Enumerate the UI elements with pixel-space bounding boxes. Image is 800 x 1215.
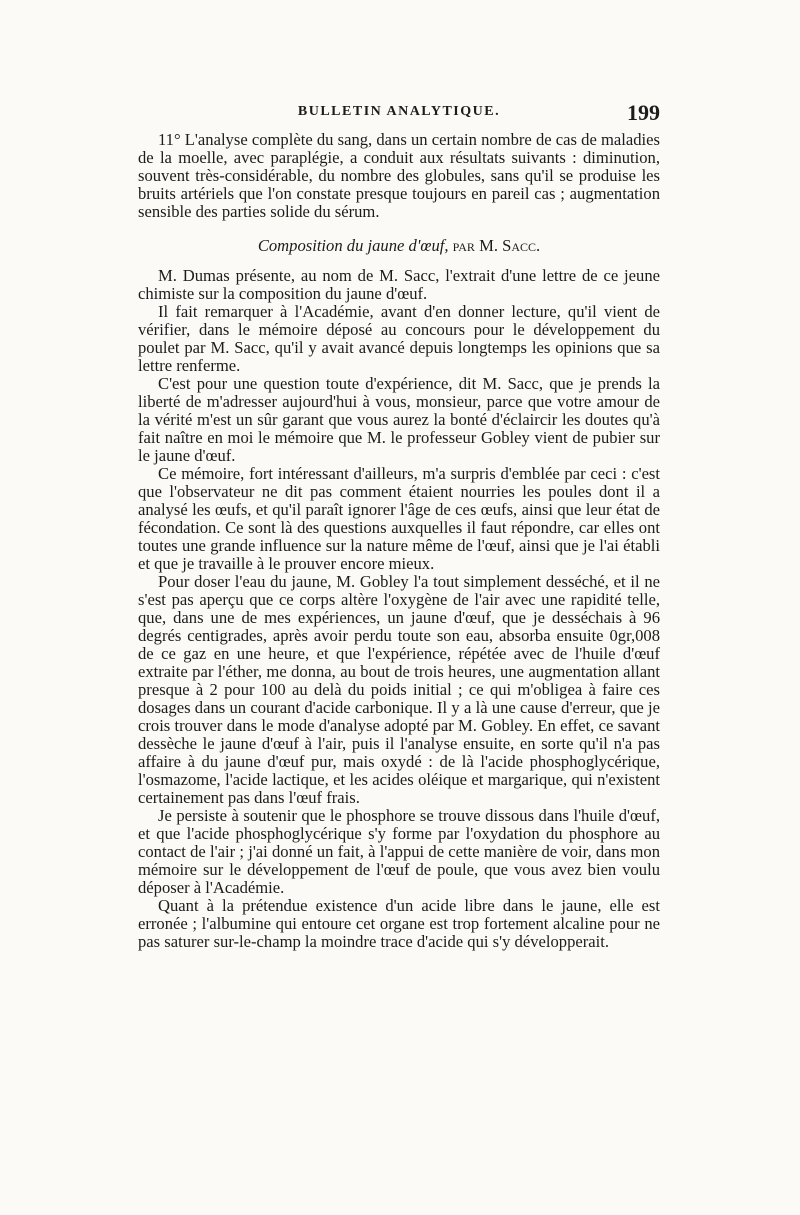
section-heading bbox=[138, 237, 660, 255]
paragraph-acide-libre: Quant à la prétendue existence d'un acide libre dans le jaune, elle est erronée ; l'albumine qui entoure cet organe est trop fortement alcaline pour ne pas saturer sur-le-champ la moindre trace d'acide qui s'y développerait. bbox=[138, 896, 660, 951]
paragraph-water-dosage: Pour doser l'eau du jaune, M. Gobley l'a tout simplement desséché, et il ne s'est pas aperçu que ce corps altère l'oxygène de l'air avec une rapidité telle, que, dans une de mes expériences, un jaune d'œuf, que je desséchais à 96 degrés centigrades, après avoir perdu toute son eau, absorba ensuite 0gr,008 de ce gaz en une heure, et que l'expérience, répétée avec de l'huile d'œuf extraite par l'éther, me donna, au bout de trois heures, une augmentation allant presque à 2 pour 100 au delà du poids initial ; ce qui m'obligea à faire ces dosages dans un courant d'acide carbonique. Il y a là une cause d'erreur, que je crois trouver dans le mode d'analyse adopté par M. Gobley. En effet, ce savant dessèche le jaune d'œuf à l'air, puis il l'analyse ensuite, en sorte qu'il n'a pas affaire à du jaune d'œuf pur, mais oxydé : de là l'acide phosphoglycérique, l'osmazome, l'acide lactique, et les acides oléique et margarique, qui n'existent certainement pas dans l'œuf frais. bbox=[138, 572, 660, 807]
paragraph-dumas: M. Dumas présente, au nom de M. Sacc, l'extrait d'une lettre de ce jeune chimiste sur la composition du jaune d'œuf. bbox=[138, 266, 660, 303]
running-title: BULLETIN ANALYTIQUE. bbox=[297, 104, 501, 119]
page-number: 199 bbox=[627, 100, 660, 125]
paragraph-memoire: Ce mémoire, fort intéressant d'ailleurs, m'a surpris d'emblée par ceci : c'est que l'observateur ne dit pas comment étaient nourries les poules dont il a analysé les œufs, et qu'il paraît ignorer l'âge de ces œufs, ainsi que leur état de fécondation. Ce sont là des questions auxquelles il faut répondre, car elles ont toutes une grande influence sur la nature même de l'œuf, ainsi que je l'ai établi et que je travaille à le prouver encore mieux. bbox=[138, 464, 660, 573]
paragraph-question: C'est pour une question toute d'expérience, dit M. Sacc, que je prends la liberté de m'adresser aujourd'hui à vous, monsieur, parce que votre amour de la vérité m'est un sûr garant que vous aurez la bonté d'éclaircir les doutes qu'à fait naître en moi le mémoire que M. le professeur Gobley vient de pubier sur le jaune d'œuf. bbox=[138, 374, 660, 465]
paragraph-analysis-blood: 11° L'analyse complète du sang, dans un certain nombre de cas de maladies de la moelle, avec paraplégie, a conduit aux résultats suivants : diminution, souvent très-considérable, du nombre des globules, sans qu'il se produise les bruits artériels que l'on constate presque toujours en pareil cas ; augmentation sensible des parties solide du sérum. bbox=[138, 130, 660, 221]
section-title: Composition du jaune d'œuf, bbox=[257, 236, 449, 255]
paragraph-remark: Il fait remarquer à l'Académie, avant d'en donner lecture, qu'il vient de vérifier, dans le mémoire déposé au concours pour le développement du poulet par M. Sacc, qu'il y avait avancé depuis longtemps les opinions que sa lettre renferme. bbox=[138, 302, 660, 375]
page-header bbox=[138, 100, 660, 130]
body-text bbox=[138, 131, 660, 951]
section-author: par M. Sacc. bbox=[452, 236, 541, 255]
paragraph-phosphore: Je persiste à soutenir que le phosphore se trouve dissous dans l'huile d'œuf, et que l'acide phosphoglycérique s'y forme par l'oxydation du phosphore au contact de l'air ; j'ai donné un fait, à l'appui de cette manière de voir, dans mon mémoire sur le développement de l'œuf de poule, que vous avez bien voulu déposer à l'Académie. bbox=[138, 806, 660, 897]
